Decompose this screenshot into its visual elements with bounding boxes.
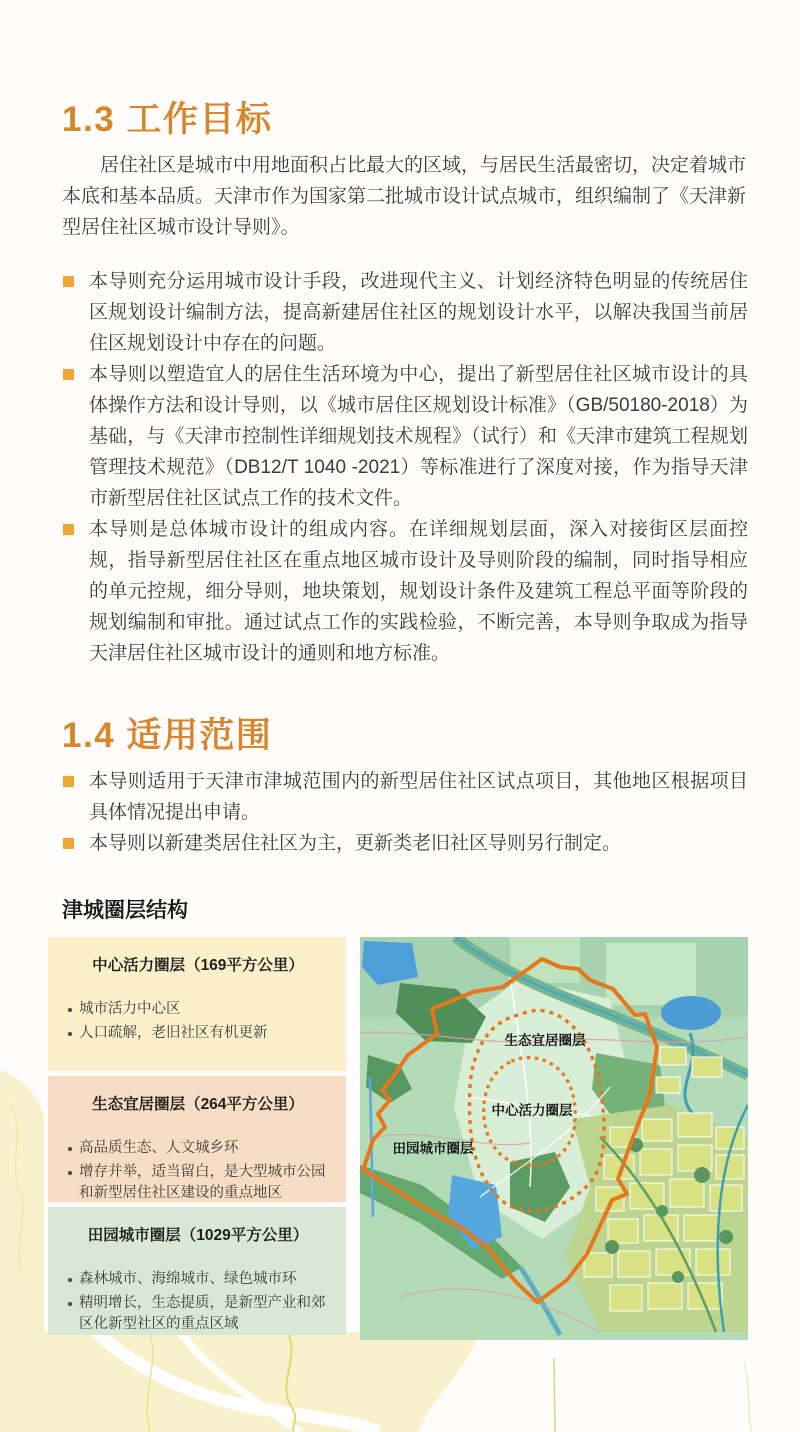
map-label-eco: 生态宜居圈层: [504, 1033, 586, 1048]
map-label-garden: 田园城市圈层: [392, 1141, 474, 1156]
circle-structure-map: [360, 937, 748, 1340]
map-label-core: 中心活力圈层: [491, 1103, 573, 1118]
section-1-4-bullet-list: [62, 766, 748, 859]
legend-item: 人口疏解，老旧社区有机更新: [66, 1023, 330, 1044]
legend-title: 生态宜居圈层（264平方公里）: [92, 1096, 304, 1113]
legend-box-garden-city: [48, 1207, 346, 1335]
legend-item: 高品质生态、人文城乡环: [66, 1138, 330, 1159]
legend-box-central-vitality: [48, 937, 346, 1071]
figure-heading: 津城圈层结构: [62, 899, 188, 922]
scope-bullet: 本导则适用于天津市津城范围内的新型居住社区试点项目，其他地区根据项目具体情况提出申请。: [62, 766, 748, 828]
guideline-bullet: 本导则是总体城市设计的组成内容。在详细规划层面，深入对接街区层面控规，指导新型居住社区在重点地区城市设计及导则阶段的编制，同时指导相应的单元控规，细分导则，地块策划，规划设计条件及建筑工程总平面等阶段的规划编制和审批。通过试点工作的实践检验，不断完善，本导则争取成为指导天津居住社区城市设计的通则和地方标准。: [62, 514, 748, 669]
section-1-4-heading: 1.4 适用范围: [62, 716, 273, 755]
section-1-3-intro: 居住社区是城市中用地面积占比最大的区域，与居民生活最密切，决定着城市本底和基本品质。天津市作为国家第二批城市设计试点城市，组织编制了《天津新型居住社区城市设计导则》。: [62, 155, 747, 238]
legend-title: 田园城市圈层（1029平方公里）: [87, 1227, 309, 1244]
legend-item: 城市活力中心区: [66, 999, 330, 1020]
legend-item: 增存并举，适当留白，是大型城市公园和新型居住社区建设的重点地区: [66, 1162, 330, 1204]
legend-item: 精明增长，生态提质，是新型产业和郊区化新型社区的重点区域: [66, 1293, 330, 1335]
legend-title: 中心活力圈层（169平方公里）: [92, 957, 304, 974]
scope-bullet: 本导则以新建类居住社区为主，更新类老旧社区导则另行制定。: [62, 828, 748, 859]
legend-box-eco-livable: [48, 1076, 346, 1202]
guideline-bullet: 本导则以塑造宜人的居住生活环境为中心，提出了新型居住社区城市设计的具体操作方法和设计导则，以《城市居住区规划设计标准》（GB/50180-2018）为基础，与《天津市控制性详细规划技术规程》（试行）和《天津市建筑工程规划管理技术规范》（DB12/T 1040 -2021）等标准进行了深度对接，作为指导天津市新型居住社区试点工作的技术文件。: [62, 359, 748, 514]
section-1-3-heading: 1.3 工作目标: [62, 100, 273, 139]
guideline-bullet: 本导则充分运用城市设计手段，改进现代主义、计划经济特色明显的传统居住区规划设计编制方法，提高新建居住社区的规划设计水平，以解决我国当前居住区规划设计中存在的问题。: [62, 266, 748, 359]
section-1-3-bullet-list: [62, 266, 748, 669]
legend-item: 森林城市、海绵城市、绿色城市环: [66, 1269, 330, 1290]
